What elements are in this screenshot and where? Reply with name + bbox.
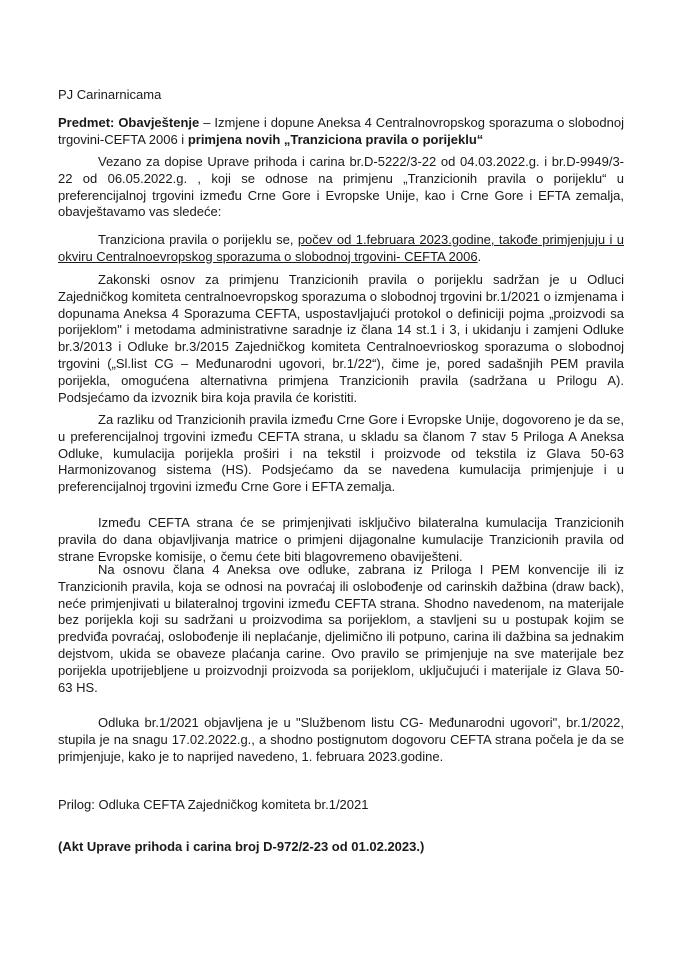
subject-label: Predmet: (58, 115, 115, 130)
addressee: PJ Carinarnicama (58, 87, 162, 102)
paragraph-2-start: Tranziciona pravila o porijeklu se, (98, 232, 298, 247)
subject-bold-tail: primjena novih „Tranziciona pravila o porijeklu“ (187, 131, 484, 147)
paragraph-2-underlined: počev od 1.februara 2023.godine, takođe primjenjuju i u okviru Centralnoevropskog sporazuma o slobodnoj trgovini- CEFTA 2006 (58, 232, 624, 264)
attachment-note: Prilog: Odluka CEFTA Zajedničkog komiteta br.1/2021 (58, 797, 369, 812)
subject (58, 115, 624, 149)
reference-note: (Akt Uprave prihoda i carina broj D-972/2-23 od 01.02.2023.) (58, 839, 425, 854)
paragraph-4: Za razliku od Tranzicionih pravila između Crne Gore i Evropske Unije, dogovoreno je da se, u preferencijalnoj trgovini između CEFTA strana, u skladu sa članom 7 stav 5 Priloga A Aneksa Odluke, kumulacija porijekla proširi i na tekstil i proizvode od tekstila iz Glava 50-63 Harmonizovanog sistema (HS). Podsjećamo da se navedena kumulacija primjenjuje i u preferencijalnoj trgovini između Crne Gore i EFTA zemalja. (58, 412, 624, 495)
subject-title: Obavještenje (118, 115, 200, 130)
paragraph-6: Na osnovu člana 4 Aneksa ove odluke, zabrana iz Priloga I PEM konvencije ili iz Tranzicionih pravila, koja se odnosi na povraćaj ili oslobođenje od carinskih dažbina (draw back), neće primjenjivati u bilateralnoj trgovini između CEFTA strana. Shodno navedenom, na materijale bez porijekla koji su sadržani u proizvodima sa porijeklom, a stavljeni su u postupak kojim se predviđa povraćaj, oslobođenje ili neplaćanje, djelimično ili potpuno, carina ili dažbina sa jednakim dejstvom, ukida se obaveze plaćanja carine. Ovo pravilo se primjenjuje na sve materijale bez porijekla upotrijebljene u proizvodnji proizvoda sa porijeklom, uključujući i materijale iz Glava 50-63 HS. (58, 562, 624, 695)
paragraph-7: Odluka br.1/2021 objavljena je u "Službenom listu CG- Međunarodni ugovori", br.1/2022, stupila je na snagu 17.02.2022.g., a shodno postignutom dogovoru CEFTA strana počela je da se primjenjuje, kako je to naprijed navedeno, 1. februara 2023.godine. (58, 715, 624, 764)
subject-text: – Izmjene i dopune Aneksa 4 Centralnovropskog sporazuma o slobodnoj trgovini-CEFTA 2006 i (58, 115, 624, 147)
paragraph-5: Između CEFTA strana će se primjenjivati isključivo bilateralna kumulacija Tranzicionih pravila do dana objavljivanja matrice o primjeni dijagonalne kumulacije Tranzicionih pravila od strane Evropske komisije, o čemu ćete biti blagovremeno obaviješteni. (58, 515, 624, 564)
paragraph-2 (58, 232, 624, 266)
paragraph-2-end: . (477, 248, 482, 264)
paragraph-1: Vezano za dopise Uprave prihoda i carina br.D-5222/3-22 od 04.03.2022.g. i br.D-9949/3-22 od 06.05.2022.g. , koji se odnose na primjenu „Tranzicionih pravila o porijeklu“ u preferencijalnoj trgovini između Crne Gore i Evropske Unije, kao i Crne Gore i EFTA zemalja, obavještavamo vas sledeće: (58, 154, 624, 220)
paragraph-3: Zakonski osnov za primjenu Tranzicionih pravila o porijeklu sadržan je u Odluci Zajedničkog komiteta centralnoevropskog sporazuma o slobodnoj trgovini br.1/2021 o izmjenama i dopunama Aneksa 4 Sporazuma CEFTA, uspostavljajući protokol o definiciji pojma „proizvodi sa porijeklom" i metodama administrativne saradnje iz člana 14 st.1 i 3, i ukidanju i zamjeni Odluke br.3/2013 i Odluke br.3/2015 Zajedničkog komiteta Centralnoevrioskog sporazuma o slobodnoj trgovini („Sl.list CG – Međunarodni ugovori, br.1/22“), čime je, pored sadašnjih PEM pravila porijekla, omogućena alternativna primjena Tranzicionih pravila (sadržana u Prilogu A). Podsjećamo da izvoznik bira koja pravila će koristiti. (58, 272, 624, 405)
